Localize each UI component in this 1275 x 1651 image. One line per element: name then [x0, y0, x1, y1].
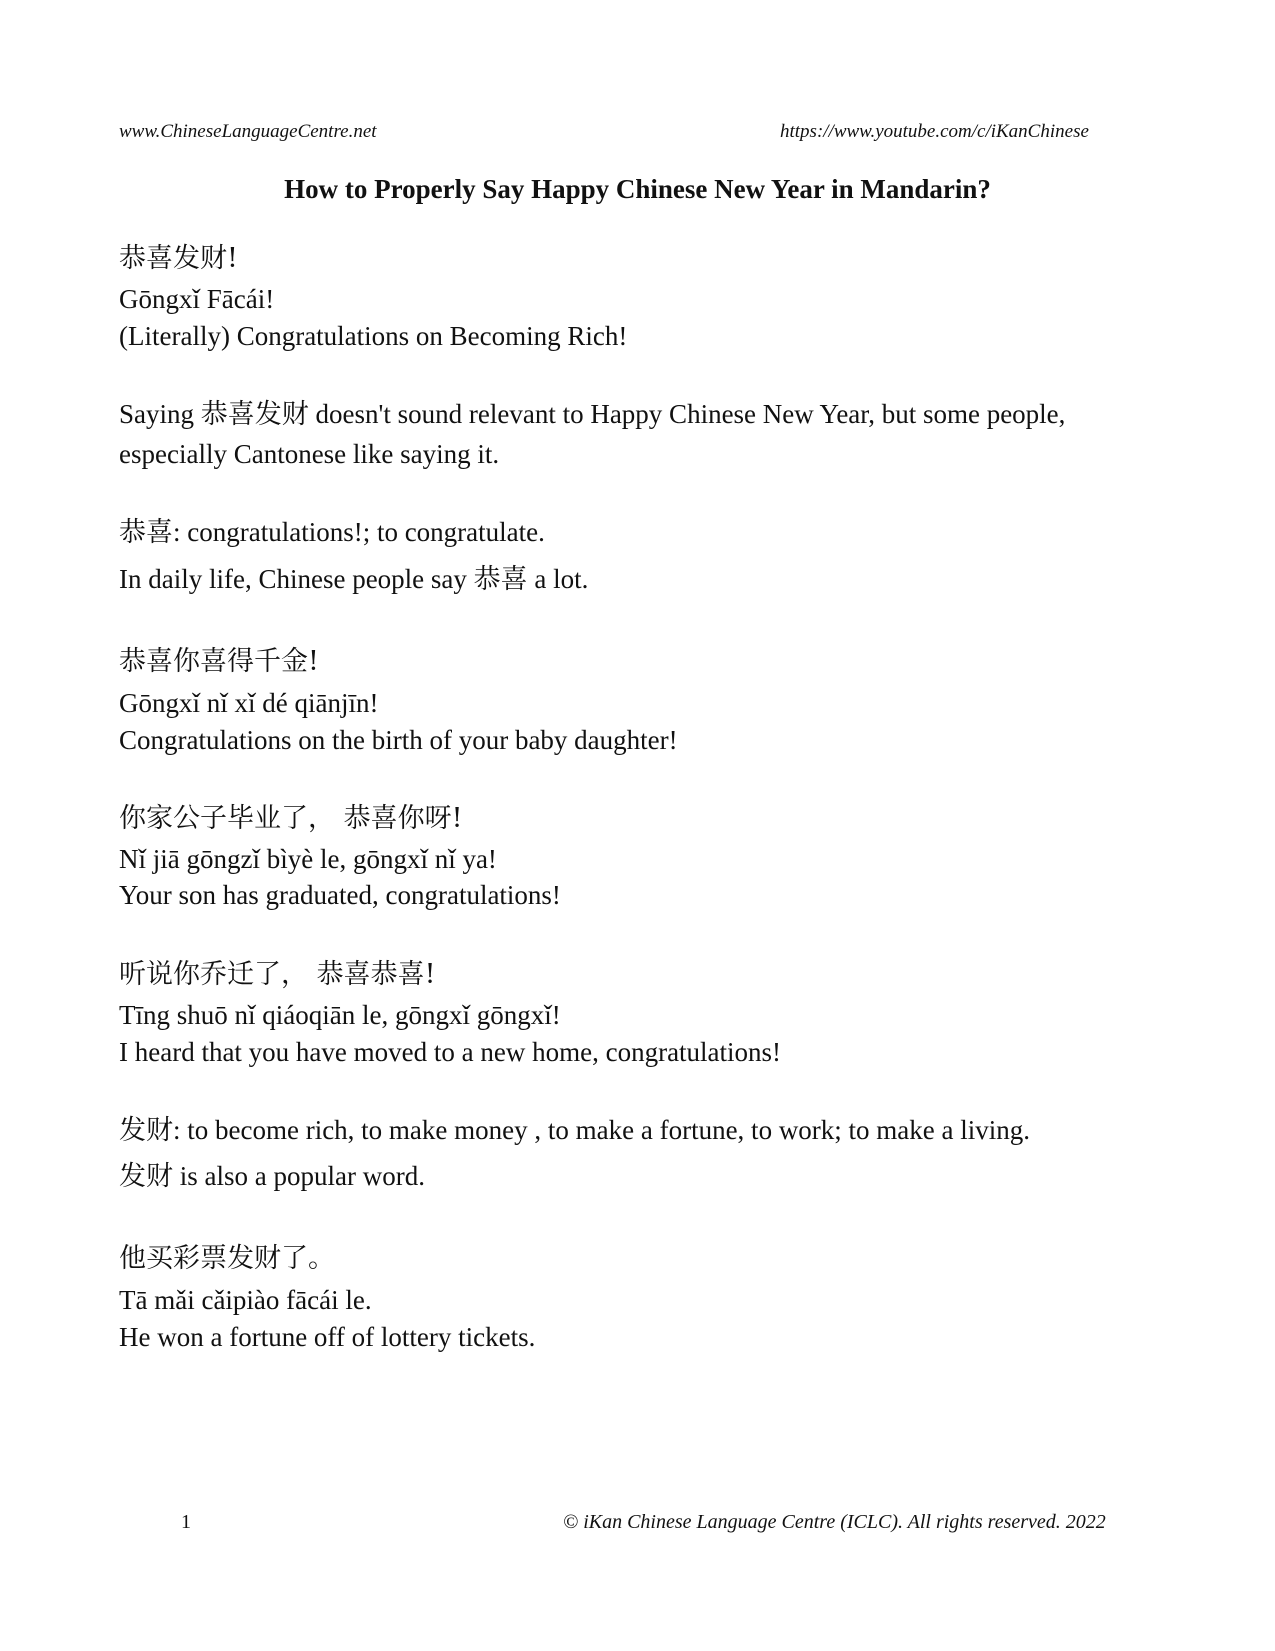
example1-translation: Congratulations on the birth of your baby daughter! [119, 725, 678, 755]
example3-translation: I heard that you have moved to a new home, congratulations! [119, 1037, 782, 1067]
section1-hanzi: 恭喜发财! [119, 243, 238, 274]
example2-hanzi: 你家公子毕业了， 恭喜你呀! [119, 803, 463, 834]
header-website-url[interactable]: www.ChineseLanguageCentre.net [119, 121, 377, 142]
example4-translation: He won a fortune off of lottery tickets. [119, 1322, 536, 1352]
def-gongxi [119, 515, 545, 550]
para1-prefix: Saying [119, 399, 201, 429]
footer-page-number: 1 [181, 1511, 191, 1533]
example2-pinyin: Nǐ jiā gōngzǐ bìyè le, gōngxǐ nǐ ya! [119, 844, 497, 874]
usage-gongxi-prefix: In daily life, Chinese people say [119, 564, 474, 594]
def-facai [119, 1113, 1030, 1148]
header-youtube-url[interactable]: https://www.youtube.com/c/iKanChinese [780, 121, 1089, 142]
usage-facai-hanzi: 发财 [119, 1161, 173, 1192]
def-gongxi-text: : congratulations!; to congratulate. [173, 517, 545, 547]
def-facai-text: : to become rich, to make money , to make a fortune, to work; to make a living. [173, 1115, 1031, 1145]
def-gongxi-hanzi: 恭喜 [119, 517, 173, 548]
usage-facai [119, 1159, 425, 1194]
example4-pinyin: Tā mǎi cǎipiào fācái le. [119, 1285, 372, 1315]
example1-hanzi: 恭喜你喜得千金! [119, 646, 319, 677]
footer-copyright: © iKan Chinese Language Centre (ICLC). All rights reserved. 2022 [563, 1511, 1106, 1533]
para1-line2: especially Cantonese like saying it. [119, 439, 500, 469]
usage-facai-suffix: is also a popular word. [173, 1161, 425, 1191]
example1-pinyin: Gōngxǐ nǐ xǐ dé qiānjīn! [119, 688, 379, 718]
usage-gongxi-hanzi: 恭喜 [473, 564, 528, 595]
section1-translation: (Literally) Congratulations on Becoming Rich! [119, 321, 628, 351]
para1-hanzi: 恭喜发财 [200, 399, 309, 430]
para1-suffix: doesn't sound relevant to Happy Chinese New Year, but some people, [308, 399, 1066, 429]
example3-pinyin: Tīng shuō nǐ qiáoqiān le, gōngxǐ gōngxǐ! [119, 1000, 561, 1030]
usage-gongxi [119, 562, 588, 597]
para1-line1 [119, 397, 1065, 432]
section1-pinyin: Gōngxǐ Fācái! [119, 284, 275, 314]
example2-translation: Your son has graduated, congratulations! [119, 880, 561, 910]
usage-gongxi-suffix: a lot. [527, 564, 589, 594]
page-title: How to Properly Say Happy Chinese New Year in Mandarin? [284, 174, 991, 204]
example4-hanzi: 他买彩票发财了。 [119, 1243, 335, 1274]
example3-hanzi: 听说你乔迁了， 恭喜恭喜! [119, 959, 436, 990]
def-facai-hanzi: 发财 [119, 1115, 173, 1146]
